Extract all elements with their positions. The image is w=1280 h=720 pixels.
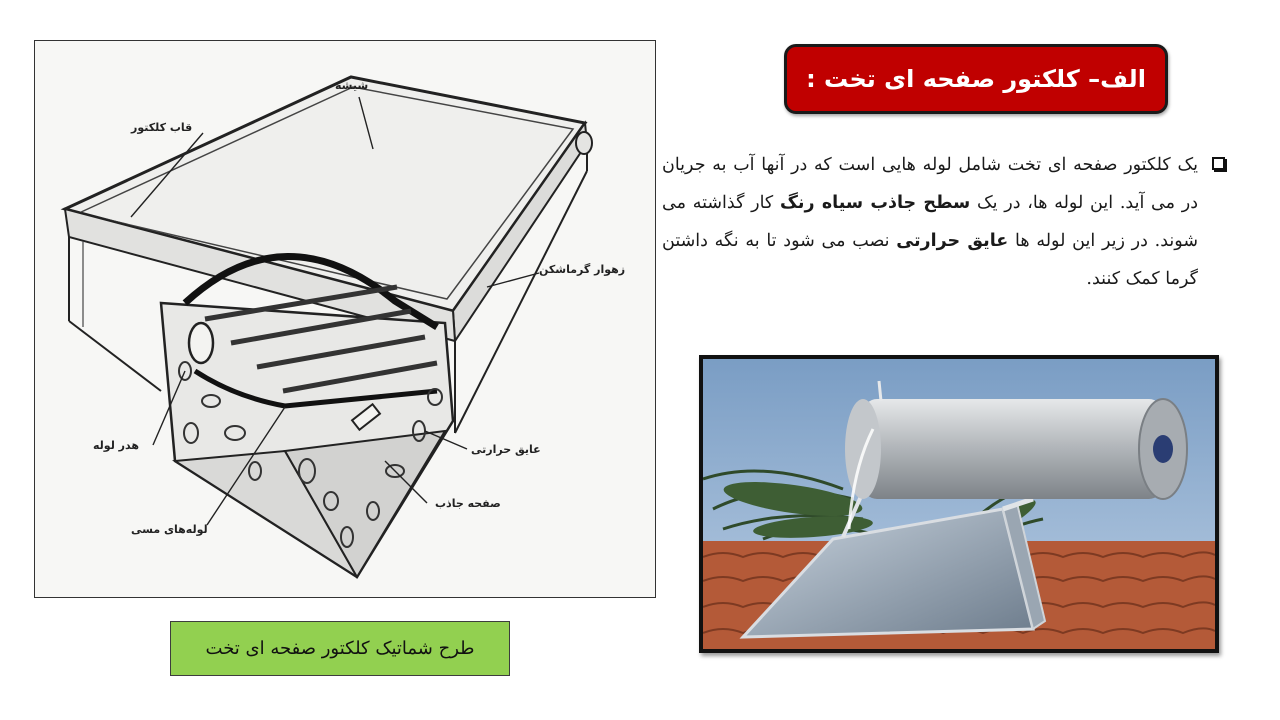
diagram-caption: [170, 621, 510, 676]
solar-heater-photo: [699, 355, 1219, 653]
caption-text: طرح شماتیک کلکتور صفحه ای تخت: [205, 638, 475, 659]
glass-surface: [65, 77, 585, 311]
paragraph-bold-insulation: عایق حرارتی: [896, 231, 1009, 251]
body-paragraph: [662, 146, 1198, 298]
header-pipe-end: [189, 323, 213, 363]
slide-title-box: [784, 44, 1168, 114]
water-tank: [863, 399, 1163, 499]
label-absorber: صفحه جاذب: [435, 497, 501, 510]
label-glass: شیشه: [335, 79, 369, 92]
label-header: هدر لوله: [93, 439, 139, 452]
collector-diagram: [34, 40, 656, 598]
label-insulation: عایق حرارتی: [471, 443, 541, 456]
label-frame: قاب کلکتور: [131, 121, 193, 134]
slide-title: الف– کلکتور صفحه ای تخت :: [806, 65, 1146, 93]
label-pipes: لوله‌های مسی: [131, 523, 208, 536]
paragraph-part-2: کار گذاشته می شوند. در زیر این لوله ها: [662, 193, 1199, 251]
paragraph-bold-absorber: سطح جاذب سیاه رنگ: [780, 193, 971, 213]
paragraph-part-1: یک کلکتور صفحه ای تخت شامل لوله هایی است که در آنها آب به جریان در می آید. این لوله ها، در یک: [662, 155, 1198, 213]
checkbox-square-icon: [1212, 157, 1225, 170]
label-gasket: زهوار گرماشکن: [539, 263, 626, 276]
paragraph-part-3: نصب می شود تا به نگه داشتن گرما کمک کنند.: [662, 231, 1198, 289]
pipe-outlet: [576, 132, 592, 154]
